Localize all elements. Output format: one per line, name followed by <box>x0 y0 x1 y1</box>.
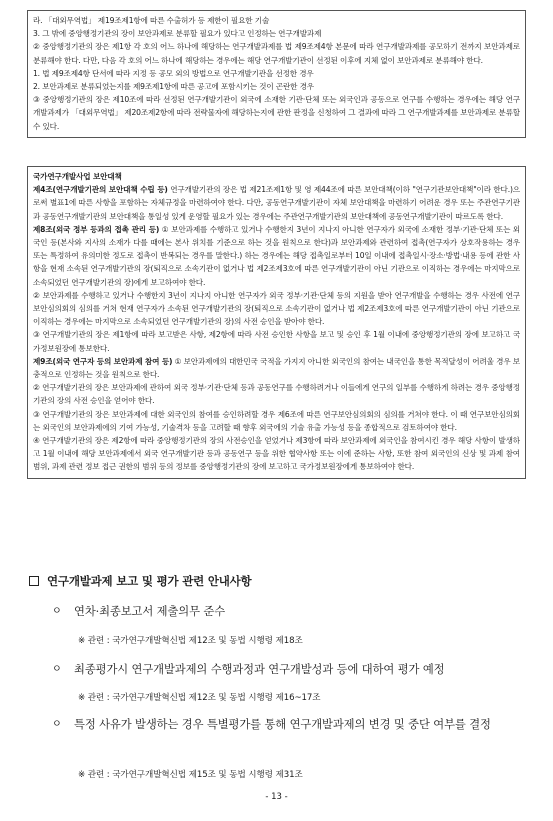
bullet-text: 특정 사유가 발생하는 경우 특별평가를 통해 연구개발과제의 변경 및 중단 여부를 결정 <box>74 718 491 731</box>
article-body: ③ 연구개발기관의 장은 보안과제에 대한 외국인의 참여를 승인하려할 경우 제6조에 따른 연구보안심의회의 심의를 거쳐야 한다. 이 때 연구보안심의회는 외국인의 보안과제에의 기여 가능성, 기술격차 등을 고려할 때 향후 외국에의 기술 유출 가능성 등을 종합적으로 검토하여야 한다. <box>33 409 520 432</box>
bullet-reference: ※ 관련 : 국가연구개발혁신법 제12조 및 동법 시행령 제18조 <box>78 636 303 646</box>
section-title-text: 연구개발과제 보고 및 평가 관련 안내사항 <box>47 574 252 588</box>
bullet-reference: ※ 관련 : 국가연구개발혁신법 제15조 및 동법 시행령 제31조 <box>78 770 303 780</box>
page-number: - 13 - <box>265 792 288 802</box>
article-title: 제8조(외국 정부 등과의 접촉 관리 등) <box>33 224 160 234</box>
article-body: ① 보안과제를 수행하고 있거나 수행한지 3년이 지나지 아니한 연구자가 외국에 소재한 정부·기관·단체 또는 외국인 등(본사와 지사의 소재가 다를 때에는 본사 위치를 기준으로 하는 것을 원칙으로 한다)과 보안과제와 관련하여 접촉(연구자가 상호작용하는 경우 또는 특정하여 유의미한 정도로 접촉이 반복되는 경우를 말한다.) 하는 경우에는 해당 접촉일로부터 10일 이내에 접촉일시·장소·방법·내용 등에 관한 사항을 현재 소속된 연구개발기관의 장(퇴직으로 소속기관이 없거나 법 제2조제3호에 따른 연구개발기관이 아닌 기관으로 이직하는 경우에는 마지막으로 소속되었던 연구개발기관의 장)에게 보고하여야 한다. <box>33 224 520 287</box>
square-bullet-icon <box>29 576 39 586</box>
article-body: ② 보안과제를 수행하고 있거나 수행한지 3년이 지나지 아니한 연구자가 외국 정부·기관·단체 등의 지원을 받아 연구개발을 수행하는 경우 사전에 연구보안심의회의 심의를 거쳐 현재 연구자가 소속된 연구개발기관의 장(퇴직으로 소속기관이 없거나 법 제2조제3호에 따른 연구개발기관이 아닌 기관으로 이직하는 경우에는 마지막으로 소속되었던 연구개발기관의 장)의 사전 승인을 받아야 한다. <box>33 290 520 327</box>
bullet-reference: ※ 관련 : 국가연구개발혁신법 제12조 및 동법 시행령 제16~17조 <box>78 693 321 703</box>
box2-paragraph <box>33 183 520 223</box>
bullet-item <box>52 712 512 737</box>
box1-line: ③ 중앙행정기관의 장은 제10조에 따라 선정된 연구개발기관이 외국에 소재한 기관·단체 또는 외국인과 공동으로 연구를 수행하는 경우에는 해당 연구개발과제가 「대외무역법」 제20조제2항에 따라 전략물자에 해당하는지에 관한 판정을 신청하여 그 결과에 따라 그 연구개발과제를 보안과제로 분류할 수 있다. <box>33 95 520 131</box>
article-title: 제9조(외국 연구자 등의 보안과제 참여 등) <box>33 356 173 366</box>
circle-bullet-icon: ㅇ <box>52 606 62 617</box>
box2-heading: 국가연구개발사업 보안대책 <box>33 172 122 181</box>
security-measures-box <box>27 166 526 479</box>
box2-paragraph <box>33 328 520 354</box>
box1-line: 2. 보안과제로 분류되었는지를 제9조제1항에 따른 공고에 포함시키는 것이 곤란한 경우 <box>33 82 314 92</box>
box1-line: ② 중앙행정기관의 장은 제1항 각 호의 어느 하나에 해당하는 연구개발과제를 법 제9조제4항 본문에 따라 연구개발과제를 공모하기 전까지 보안과제로 분류해야 한다. 다만, 다음 각 호의 어느 하나에 해당하는 경우에는 해당 연구개발기관이 선정된 이후에 지체 없이 보안과제로 분류해야 한다. <box>33 42 520 65</box>
box2-paragraph <box>33 223 520 289</box>
bullet-text: 최종평가시 연구개발과제의 수행과정과 연구개발성과 등에 대하여 평가 예정 <box>74 663 445 676</box>
bullet-text: 연차·최종보고서 제출의무 준수 <box>74 605 226 618</box>
article-body: ③ 연구개발기관의 장은 제1항에 따라 보고받은 사항, 제2항에 따라 사전 승인한 사항을 보고 및 승인 후 1월 이내에 중앙행정기관의 장에 보고하고 국가정보원장에 통보한다. <box>33 330 520 353</box>
box2-paragraph <box>33 355 520 381</box>
article-body: 연구개발기관의 장은 법 제21조제1항 및 영 제44조에 따른 보안대책(이하 "연구기관보안대책"이라 한다.)으로써 별표1에 따른 사항을 포함하는 자체규정을 마련하여야 한다. 다만, 공동연구개발기관이 자체 보안대책을 마련하기 어려운 경우 또는 주관연구기관과 공동연구개발기관의 보안대책을 통일성 있게 운영할 필요가 있는 경우에는 주관연구개발기관의 보안대책에 공동연구개발기관이 따르도록 한다. <box>33 185 520 221</box>
article-body: ② 연구개발기관의 장은 보안과제에 관하여 외국 정부·기관·단체 등과 공동연구를 수행하려거나 이들에게 연구의 일부를 수행하게 하려는 경우 중앙행정기관의 장의 사전 승인을 얻어야 한다. <box>33 383 520 406</box>
article-title: 제4조(연구개발기관의 보안대책 수립 등) <box>33 185 168 195</box>
article-body: ① 보안과제에의 대한민국 국적을 가지지 아니한 외국인의 참여는 내국인을 통한 목적달성이 어려울 경우 보충적으로 인정하는 것을 원칙으로 한다. <box>33 356 520 380</box>
box2-paragraph <box>33 289 520 329</box>
circle-bullet-icon: ㅇ <box>52 719 62 730</box>
bullet-item <box>52 657 512 682</box>
box2-paragraph <box>33 434 520 474</box>
section-title <box>29 573 251 589</box>
box1-line: 1. 법 제9조제4항 단서에 따라 지정 등 공모 외의 방법으로 연구개발기관을 선정한 경우 <box>33 68 314 78</box>
law-excerpt-box-1 <box>27 10 526 138</box>
bullet-item <box>52 599 512 624</box>
article-body: ④ 연구개발기관의 장은 제2항에 따라 중앙행정기관의 장의 사전승인을 얻었거나 제3항에 따라 보안과제에 외국인을 참여시킨 경우 해당 사항이 발생하고 1월 이내에 해당 보안과제에서 외국 연구개발기관 등과 공동연구 등을 위한 협약사항 또는 이에 준하는 사항, 또한 참여 외국인의 신상 및 과제 참여 범위, 과제 관련 정보 접근 권한의 범위 등의 정보를 중앙행정기관의 장에 보고하고 국가정보원장에게 통보하여야 한다. <box>33 436 520 472</box>
box1-line: 3. 그 밖에 중앙행정기관의 장이 보안과제로 분류할 필요가 있다고 인정하는 연구개발과제 <box>33 29 322 39</box>
box2-paragraph <box>33 381 520 407</box>
circle-bullet-icon: ㅇ <box>52 664 62 675</box>
box2-paragraph <box>33 408 520 434</box>
box1-line: 라. 「대외무역법」 제19조제1항에 따른 수출허가 등 제한이 필요한 기술 <box>33 16 270 25</box>
